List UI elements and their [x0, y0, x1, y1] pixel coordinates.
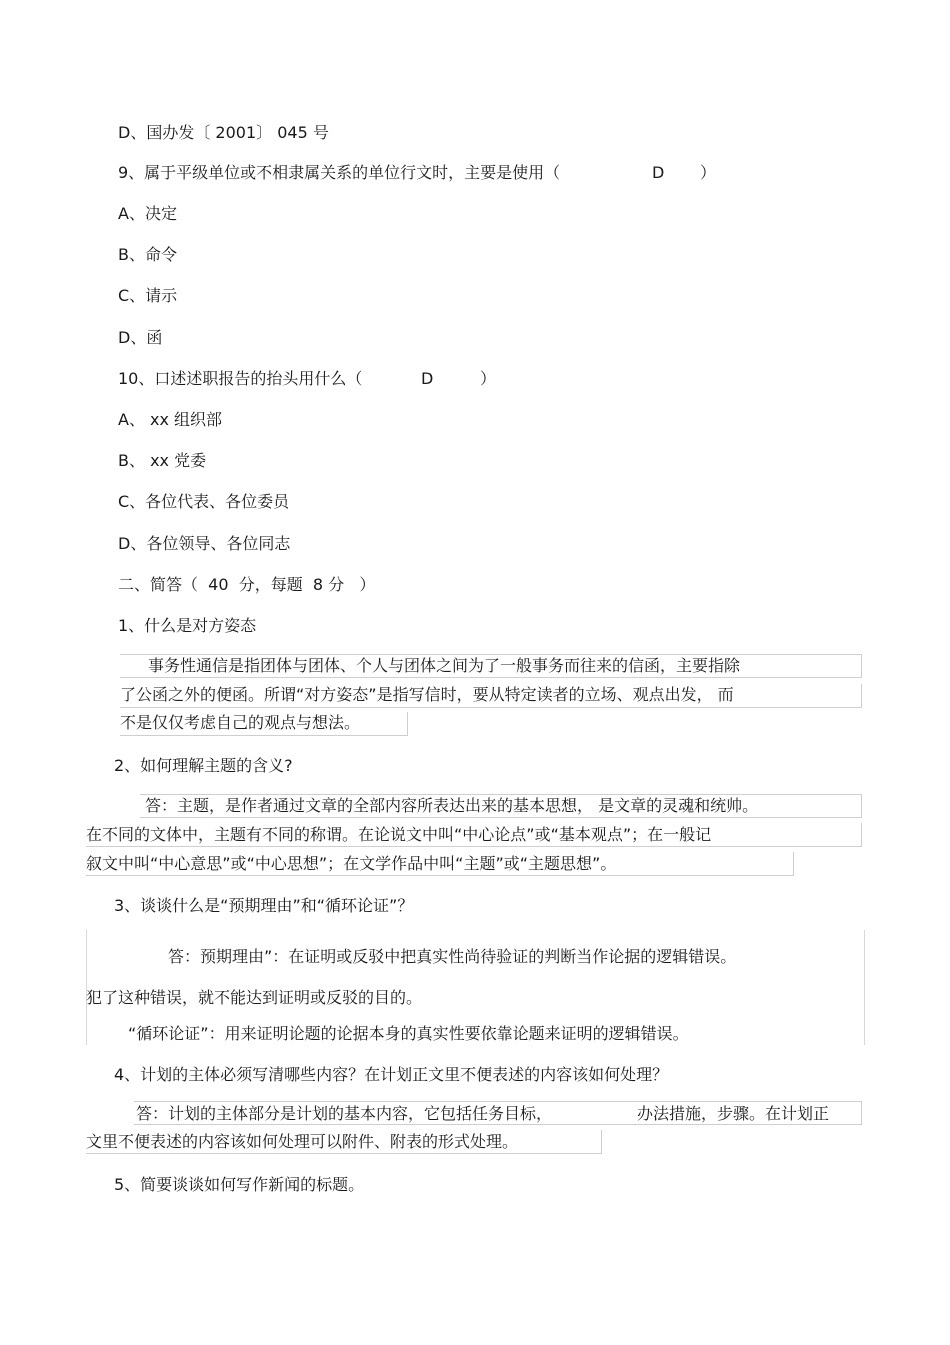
- sa1-answer-line-2: 了公函之外的便函。所谓“对方姿态”是指写信时，要从特定读者的立场、观点出发， 而: [120, 685, 734, 704]
- sa3-answer-line-1: 答：预期理由”：在证明或反驳中把真实性尚待验证的判断当作论据的逻辑错误。: [168, 947, 737, 966]
- q10-option-b: B、 xx 党委: [118, 451, 207, 470]
- sa2-answer-line-3: 叙文中叫“中心意思”或“中心思想”；在文学作品中叫“主题”或“主题思想”。: [86, 854, 617, 873]
- sa2-answer-line-2: 在不同的文体中，主题有不同的称谓。在论说文中叫“中心论点”或“基本观点”；在一般记: [86, 825, 712, 844]
- section-heading: 二、简答（ 40 分，每题 8 分 ）: [118, 575, 376, 594]
- sa3-answer-line-2: 犯了这种错误，就不能达到证明或反驳的目的。: [86, 988, 423, 1007]
- q10-option-d: D、各位领导、各位同志: [118, 534, 291, 553]
- q10-stem: 10、口述述职报告的抬头用什么（: [118, 369, 363, 388]
- q9-close-paren: ）: [700, 163, 717, 182]
- sa2-answer-line-1: 答：主题，是作者通过文章的全部内容所表达出来的基本思想， 是文章的灵魂和统帅。: [145, 796, 759, 815]
- sa1-answer-line-1: 事务性通信是指团体与团体、个人与团体之间为了一般事务而往来的信函，主要指除: [148, 656, 741, 675]
- q9-stem: 9、属于平级单位或不相隶属关系的单位行文时，主要是使用（: [118, 163, 561, 182]
- q9-option-d: D、函: [118, 328, 163, 347]
- q10-answer: D: [421, 369, 434, 388]
- q9-option-c: C、请示: [118, 286, 178, 305]
- q9-option-a: A、决定: [118, 204, 177, 223]
- sa5-question: 5、简要谈谈如何写作新闻的标题。: [114, 1175, 365, 1194]
- sa4-answer-line-2: 文里不便表述的内容该如何处理可以附件、附表的形式处理。: [86, 1132, 519, 1151]
- sa4-answer-line-1b: 办法措施，步骤。在计划正: [637, 1104, 830, 1123]
- sa2-question: 2、如何理解主题的含义?: [114, 756, 293, 775]
- q8-option-d: D、国办发〔 2001〕 045 号: [118, 123, 329, 142]
- q9-answer: D: [652, 163, 665, 182]
- q10-option-c: C、各位代表、各位委员: [118, 492, 290, 511]
- sa1-question: 1、什么是对方姿态: [118, 616, 257, 635]
- q10-close-paren: ）: [480, 369, 497, 388]
- q10-option-a: A、 xx 组织部: [118, 410, 223, 429]
- sa4-question: 4、计划的主体必须写清哪些内容？在计划正文里不便表述的内容该如何处理？: [114, 1065, 669, 1084]
- sa3-question: 3、谈谈什么是“预期理由”和“循环论证”？: [114, 896, 414, 915]
- q9-option-b: B、命令: [118, 245, 177, 264]
- sa3-answer-right-rule: [864, 930, 865, 1045]
- sa4-answer-line-1: 答：计划的主体部分是计划的基本内容，它包括任务目标，: [136, 1104, 553, 1123]
- sa1-answer-line-3: 不是仅仅考虑自己的观点与想法。: [120, 713, 361, 732]
- sa3-answer-line-3: “循环论证”：用来证明论题的论据本身的真实性要依靠论题来证明的逻辑错误。: [128, 1024, 689, 1043]
